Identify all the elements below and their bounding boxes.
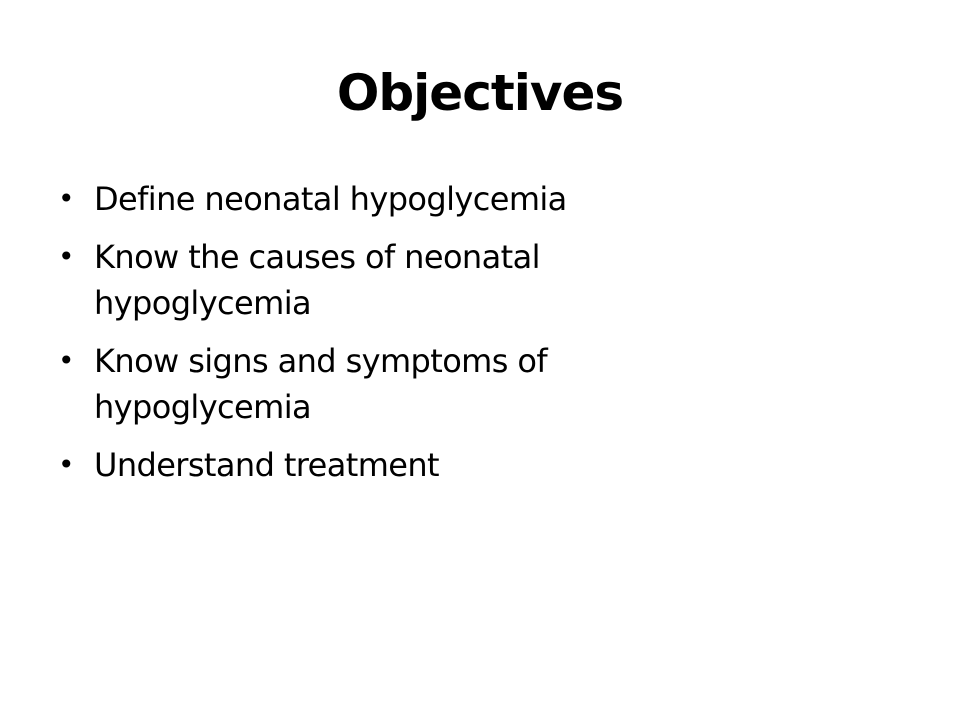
objectives-list [58, 176, 698, 500]
list-item [58, 442, 698, 488]
list-item [58, 176, 698, 222]
bullet-icon: • [58, 448, 74, 481]
bullet-icon: • [58, 240, 74, 273]
list-item [58, 338, 698, 430]
list-item [58, 234, 698, 326]
list-item-text: Understand treatment [94, 446, 439, 484]
list-item-text: Define neonatal hypoglycemia [94, 180, 567, 218]
list-item-text: Know the causes of neonatal hypoglycemia [94, 238, 540, 322]
bullet-icon: • [58, 182, 74, 215]
bullet-icon: • [58, 344, 74, 377]
list-item-text: Know signs and symptoms of hypoglycemia [94, 342, 548, 426]
slide-title: Objectives [336, 64, 624, 122]
